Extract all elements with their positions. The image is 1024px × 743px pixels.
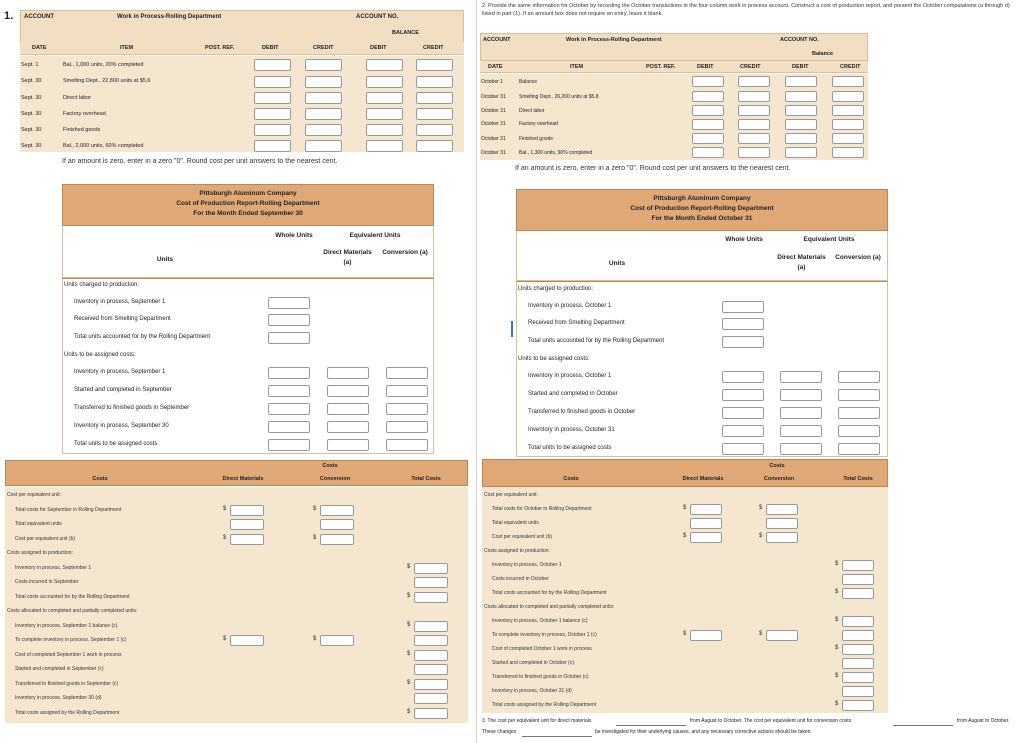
ledger-amount-input[interactable] <box>832 91 864 102</box>
q1-col-bal-credit: CREDIT <box>423 45 444 51</box>
ledger-amount-input[interactable] <box>416 108 453 120</box>
cost-row-label: Total costs accounted for by the Rolling Department <box>15 593 130 600</box>
ledger-amount-input[interactable] <box>366 76 403 88</box>
q2-company: Pittsburgh Aluminum Company <box>653 195 751 202</box>
dm-cost-input[interactable] <box>690 504 722 515</box>
q2-costs-header <box>482 459 888 487</box>
conv-units-input[interactable] <box>386 385 428 397</box>
total-cost-input[interactable] <box>414 650 448 661</box>
q1-col-debit: DEBIT <box>262 45 279 51</box>
cost-row-label: Transferred to finished goods in September (c) <box>15 680 119 687</box>
total-cost-input[interactable] <box>414 563 448 574</box>
ledger-amount-input[interactable] <box>366 92 403 104</box>
whole-units-input[interactable] <box>268 439 310 451</box>
q2-col-bal-credit: CREDIT <box>840 64 861 70</box>
q2-report-title: Cost of Production Report-Rolling Department <box>630 205 774 212</box>
cost-row-label: Total equivalent units <box>492 520 539 526</box>
q2-account-label: ACCOUNT <box>483 37 511 43</box>
total-cost-input[interactable] <box>842 658 874 669</box>
question-1-number: 1. <box>4 10 14 22</box>
dm-cost-input[interactable] <box>690 532 722 543</box>
dm-cost-input[interactable] <box>230 635 264 646</box>
q3-dm-change-select[interactable] <box>616 718 686 726</box>
ledger-amount-input[interactable] <box>305 140 342 152</box>
row-label: Total units to be assigned costs <box>528 445 612 451</box>
q2-row-item: Finished goods <box>519 136 553 142</box>
whole-units-input[interactable] <box>268 403 310 415</box>
q1-note: If an amount is zero, enter in a zero "0". Round cost per unit answers to the nearest cent. <box>62 158 338 165</box>
dm-cost-input[interactable] <box>230 534 264 545</box>
dollar-sign: $ <box>223 534 227 541</box>
dm-cost-input[interactable] <box>690 630 722 641</box>
cost-section-label: Cost per equivalent unit: <box>484 492 538 498</box>
dm-units-input[interactable] <box>327 421 369 433</box>
cost-row-label: Inventory in process, October 31 (d) <box>492 688 572 694</box>
q2-col-equiv-units: Equivalent Units <box>803 236 855 243</box>
ledger-amount-input[interactable] <box>254 124 291 136</box>
ledger-amount-input[interactable] <box>305 76 342 88</box>
total-cost-input[interactable] <box>842 560 874 571</box>
ledger-amount-input[interactable] <box>416 92 453 104</box>
cost-row-label: Cost of completed September 1 work in process <box>15 651 122 658</box>
ledger-amount-input[interactable] <box>832 119 864 130</box>
cost-row-label: Total costs for September in Rolling Department <box>15 506 122 513</box>
conv-cost-input[interactable] <box>766 532 798 543</box>
dm-units-input[interactable] <box>780 443 822 455</box>
q2-row-date: October 31 <box>481 136 506 142</box>
dollar-sign: $ <box>759 533 763 539</box>
q2-costs-title: Costs <box>769 463 785 469</box>
dm-units-input[interactable] <box>780 371 822 383</box>
q2-row-date: October 31 <box>481 94 506 100</box>
row-label: Inventory in process, September 1 <box>74 299 166 305</box>
cost-section-label: Cost per equivalent unit: <box>7 492 61 498</box>
q1-row-date: Sept. 30 <box>21 111 42 117</box>
total-cost-input[interactable] <box>414 679 448 690</box>
dm-cost-input[interactable] <box>690 518 722 529</box>
dollar-sign: $ <box>407 650 411 657</box>
dollar-sign: $ <box>835 589 839 595</box>
ledger-amount-input[interactable] <box>785 147 817 158</box>
dollar-sign: $ <box>759 505 763 511</box>
q2-costs-col-dm: Direct Materials <box>682 476 724 482</box>
q2-row-item: Balance <box>519 79 538 85</box>
conv-cost-input[interactable] <box>320 534 354 545</box>
q2-focus-marker <box>511 321 513 337</box>
section-label: Units charged to production: <box>64 282 140 288</box>
cost-section-label: Costs allocated to completed and partially completed units: <box>7 608 138 614</box>
q1-col-units: Units <box>156 256 174 263</box>
q1-row-item: Smelting Dept., 22,800 units at $5.6 <box>63 78 151 84</box>
q1-ledger-colheader-band <box>20 42 464 55</box>
q3-conv-change-select[interactable] <box>893 718 953 726</box>
q1-costs-col-dm: Direct Materials <box>222 476 264 482</box>
dollar-sign: $ <box>223 505 227 512</box>
ledger-amount-input[interactable] <box>785 119 817 130</box>
q2-col-whole-units: Whole Units <box>725 236 763 243</box>
dm-units-input[interactable] <box>327 403 369 415</box>
q1-row-date: Sept. 30 <box>21 78 42 84</box>
q2-row-item: Direct labor <box>519 108 545 114</box>
q1-report-period: For the Month Ended September 30 <box>193 210 303 217</box>
conv-cost-input[interactable] <box>766 630 798 641</box>
q2-row-date: October 1 <box>481 79 503 85</box>
q3-line1-b: from August to October. The cost per equivalent unit for conversion costs <box>690 718 852 724</box>
dollar-sign: $ <box>407 563 411 570</box>
dm-units-input[interactable] <box>327 439 369 451</box>
q1-col-credit: CREDIT <box>313 45 334 51</box>
cost-row-label: To complete inventory in process, October 1 (c) <box>492 632 597 638</box>
dm-units-input[interactable] <box>327 385 369 397</box>
conv-units-input[interactable] <box>838 389 880 401</box>
ledger-amount-input[interactable] <box>832 147 864 158</box>
conv-cost-input[interactable] <box>766 504 798 515</box>
total-cost-input[interactable] <box>414 635 448 646</box>
dollar-sign: $ <box>835 617 839 623</box>
conv-cost-input[interactable] <box>766 518 798 529</box>
q2-row-date: October 31 <box>481 121 506 127</box>
total-cost-input[interactable] <box>414 664 448 675</box>
dollar-sign: $ <box>407 592 411 599</box>
row-label: Inventory in process, October 1 <box>528 303 612 309</box>
q1-report-title: Cost of Production Report-Rolling Department <box>176 200 320 207</box>
section-label: Units to be assigned costs: <box>518 356 590 362</box>
conv-cost-input[interactable] <box>320 505 354 516</box>
q1-col-dm: Direct Materials (a) <box>323 249 372 266</box>
row-label: Received from Smelting Department <box>528 320 625 326</box>
whole-units-input[interactable] <box>268 385 310 397</box>
cost-row-label: Inventory in process, September 1 <box>15 564 92 571</box>
dollar-sign: $ <box>407 679 411 686</box>
row-label: Inventory in process, September 1 <box>74 369 166 375</box>
cost-section-label: Costs allocated to completed and partially completed units: <box>484 604 615 610</box>
q2-report-period: For the Month Ended October 31 <box>651 215 753 222</box>
whole-units-input[interactable] <box>268 367 310 379</box>
q1-row-item: Bal., 2,000 units, 60% completed <box>63 143 144 149</box>
ledger-amount-input[interactable] <box>692 105 724 116</box>
cost-row-label: Cost of completed October 1 work in process <box>492 646 592 652</box>
q2-col-item: ITEM <box>570 64 584 70</box>
total-cost-input[interactable] <box>842 616 874 627</box>
q1-col-postref: POST. REF. <box>205 45 235 51</box>
q1-account-name: Work in Process-Rolling Department <box>117 14 222 20</box>
whole-units-input[interactable] <box>268 332 310 344</box>
conv-units-input[interactable] <box>838 425 880 437</box>
panel-divider <box>476 0 477 743</box>
ledger-amount-input[interactable] <box>832 105 864 116</box>
total-cost-input[interactable] <box>414 577 448 588</box>
cost-row-label: Inventory in process, October 1 balance (c) <box>492 618 588 624</box>
dm-cost-input[interactable] <box>230 519 264 530</box>
q1-row-date: Sept. 1 <box>21 62 39 68</box>
cost-row-label: Inventory in process, October 1 <box>492 562 562 568</box>
cost-row-label: Started and completed in October (c) <box>492 660 574 666</box>
dollar-sign: $ <box>407 621 411 628</box>
conv-units-input[interactable] <box>838 407 880 419</box>
whole-units-input[interactable] <box>268 297 310 309</box>
row-label: Inventory in process, September 30 <box>74 423 169 429</box>
ledger-amount-input[interactable] <box>738 105 770 116</box>
q2-note: If an amount is zero, enter in a zero "0". Round cost per unit answers to the nearest cent. <box>515 165 791 172</box>
whole-units-input[interactable] <box>722 425 764 437</box>
ledger-amount-input[interactable] <box>305 92 342 104</box>
ledger-amount-input[interactable] <box>692 76 724 87</box>
ledger-amount-input[interactable] <box>785 133 817 144</box>
q2-row-item: Factory overhead <box>519 121 558 127</box>
conv-units-input[interactable] <box>386 403 428 415</box>
cost-section-label: Costs assigned to production: <box>484 548 550 554</box>
q1-row-date: Sept. 30 <box>21 95 42 101</box>
ledger-amount-input[interactable] <box>738 133 770 144</box>
dollar-sign: $ <box>683 631 687 637</box>
q3-line2-a: These changes <box>482 729 517 735</box>
conv-units-input[interactable] <box>386 439 428 451</box>
q3-line1-c: from August to October. <box>957 718 1010 724</box>
ledger-amount-input[interactable] <box>416 59 453 71</box>
q2-col-dm: Direct Materials (a) <box>777 254 826 271</box>
q1-report-header <box>62 184 434 226</box>
whole-units-input[interactable] <box>722 407 764 419</box>
row-label: Started and completed in October <box>528 391 618 397</box>
q2-costs-col-conv: Conversion <box>763 476 795 482</box>
total-cost-input[interactable] <box>842 630 874 641</box>
ledger-amount-input[interactable] <box>366 140 403 152</box>
q1-company: Pittsburgh Aluminum Company <box>199 190 297 197</box>
q1-row-date: Sept. 30 <box>21 127 42 133</box>
q2-col-postref: POST. REF. <box>646 64 676 70</box>
q2-costs-col-total: Total Costs <box>843 476 873 482</box>
ledger-amount-input[interactable] <box>738 147 770 158</box>
dollar-sign: $ <box>835 673 839 679</box>
cost-section-label: Costs assigned to production: <box>7 550 73 556</box>
q1-row-item: Factory overhead <box>63 111 106 117</box>
cost-row-label: Total costs assigned by the Rolling Department <box>492 702 597 708</box>
cost-row-label: Started and completed in September (c) <box>15 666 104 672</box>
q2-balance-label: Balance <box>812 51 834 57</box>
ledger-amount-input[interactable] <box>305 59 342 71</box>
q1-row-item: Finished goods <box>63 127 101 133</box>
ledger-amount-input[interactable] <box>254 76 291 88</box>
whole-units-input[interactable] <box>722 443 764 455</box>
ledger-amount-input[interactable] <box>738 76 770 87</box>
ledger-amount-input[interactable] <box>692 119 724 130</box>
ledger-amount-input[interactable] <box>254 108 291 120</box>
q3-line2-b: be investigated for their underlying causes, and any necessary corrective actions should be taken. <box>595 729 812 735</box>
q2-col-conv: Conversion (a) <box>835 254 881 261</box>
ledger-amount-input[interactable] <box>366 124 403 136</box>
dollar-sign: $ <box>683 505 687 511</box>
ledger-amount-input[interactable] <box>785 76 817 87</box>
dollar-sign: $ <box>683 533 687 539</box>
row-label: Received from Smelting Department <box>74 316 171 322</box>
ledger-amount-input[interactable] <box>366 59 403 71</box>
cost-row-label: Inventory in process, September 1 balance (c) <box>15 622 118 629</box>
q1-col-date: DATE <box>32 45 47 51</box>
q1-costs-col-total: Total Costs <box>411 476 441 482</box>
q1-col-equiv-units: Equivalent Units <box>349 232 401 239</box>
q2-row-item: Smelting Dept., 26,200 units at $5.8 <box>519 94 599 100</box>
ledger-amount-input[interactable] <box>254 59 291 71</box>
q1-account-no-label: ACCOUNT NO. <box>356 14 399 20</box>
total-cost-input[interactable] <box>414 592 448 603</box>
cost-row-label: Total equivalent units <box>15 521 62 527</box>
whole-units-input[interactable] <box>722 336 764 348</box>
cost-row-label: Cost per equivalent unit (b) <box>492 534 553 540</box>
ledger-amount-input[interactable] <box>692 133 724 144</box>
cost-row-label: Inventory in process, September 30 (d) <box>15 695 102 701</box>
q1-costs-header <box>5 460 468 486</box>
row-label: Transferred to finished goods in October <box>528 409 636 415</box>
whole-units-input[interactable] <box>722 389 764 401</box>
row-label: Transferred to finished goods in September <box>74 405 190 411</box>
q1-costs-col-conv: Conversion <box>319 476 351 482</box>
q3-should-select[interactable] <box>522 729 592 737</box>
total-cost-input[interactable] <box>842 588 874 599</box>
q2-row-item: Bal., 1,300 units, 90% completed <box>519 150 593 156</box>
q1-row-item: Direct labor <box>63 95 92 101</box>
q1-costs-title: Costs <box>322 463 338 469</box>
ledger-amount-input[interactable] <box>305 108 342 120</box>
ledger-amount-input[interactable] <box>832 133 864 144</box>
cost-row-label: To complete inventory in process, September 1 (c) <box>15 637 127 643</box>
dollar-sign: $ <box>223 636 227 642</box>
total-cost-input[interactable] <box>414 708 448 719</box>
dm-units-input[interactable] <box>780 425 822 437</box>
ledger-amount-input[interactable] <box>692 147 724 158</box>
dollar-sign: $ <box>835 645 839 651</box>
q3-line1-a: 3. The cost per equivalent unit for direct materials <box>482 718 592 724</box>
conv-cost-input[interactable] <box>320 519 354 530</box>
q1-col-conv: Conversion (a) <box>382 249 428 256</box>
ledger-amount-input[interactable] <box>785 91 817 102</box>
q1-balance-label: BALANCE <box>392 30 419 36</box>
dm-units-input[interactable] <box>327 367 369 379</box>
dollar-sign: $ <box>759 631 763 637</box>
ledger-amount-input[interactable] <box>305 124 342 136</box>
dollar-sign: $ <box>313 505 317 512</box>
q2-col-units: Units <box>608 260 626 267</box>
row-label: Inventory in process, October 31 <box>528 427 615 433</box>
q2-account-name: Work in Process-Rolling Department <box>566 37 662 43</box>
q1-col-bal-debit: DEBIT <box>370 45 387 51</box>
conv-units-input[interactable] <box>386 367 428 379</box>
conv-cost-input[interactable] <box>320 635 354 646</box>
whole-units-input[interactable] <box>268 314 310 326</box>
whole-units-input[interactable] <box>268 421 310 433</box>
dollar-sign: $ <box>407 708 411 715</box>
q1-col-item: ITEM <box>120 45 134 51</box>
ledger-amount-input[interactable] <box>785 105 817 116</box>
total-cost-input[interactable] <box>414 621 448 632</box>
row-label: Total units accounted for by the Rolling Department <box>74 334 211 340</box>
q2-col-debit: DEBIT <box>697 64 714 70</box>
total-cost-input[interactable] <box>842 700 874 711</box>
total-cost-input[interactable] <box>842 574 874 585</box>
whole-units-input[interactable] <box>722 318 764 330</box>
q2-row-date: October 31 <box>481 150 506 156</box>
cost-row-label: Total costs assigned by the Rolling Department <box>15 709 120 716</box>
whole-units-input[interactable] <box>722 301 764 313</box>
q2-costs-col-costs: Costs <box>563 476 579 482</box>
row-label: Started and completed in September <box>74 387 172 393</box>
row-label: Total units accounted for by the Rolling Department <box>528 338 665 344</box>
section-label: Units charged to production: <box>518 286 594 292</box>
cost-row-label: Costs incurred in September <box>15 579 79 585</box>
total-cost-input[interactable] <box>842 672 874 683</box>
q2-col-credit: CREDIT <box>740 64 761 70</box>
total-cost-input[interactable] <box>414 693 448 704</box>
q2-row-date: October 31 <box>481 108 506 114</box>
conv-units-input[interactable] <box>386 421 428 433</box>
ledger-amount-input[interactable] <box>254 92 291 104</box>
ledger-amount-input[interactable] <box>832 76 864 87</box>
total-cost-input[interactable] <box>842 686 874 697</box>
ledger-amount-input[interactable] <box>254 140 291 152</box>
ledger-amount-input[interactable] <box>416 124 453 136</box>
dm-units-input[interactable] <box>780 389 822 401</box>
dm-cost-input[interactable] <box>230 505 264 516</box>
cost-row-label: Transferred to finished goods in October (c) <box>492 674 589 680</box>
total-cost-input[interactable] <box>842 644 874 655</box>
q1-account-label: ACCOUNT <box>24 14 54 20</box>
conv-units-input[interactable] <box>838 371 880 383</box>
q2-report-header <box>516 189 888 231</box>
q1-costs-col-costs: Costs <box>92 476 108 482</box>
q1-row-date: Sept. 30 <box>21 143 42 149</box>
ledger-amount-input[interactable] <box>692 91 724 102</box>
dollar-sign: $ <box>835 561 839 567</box>
whole-units-input[interactable] <box>722 371 764 383</box>
ledger-amount-input[interactable] <box>738 91 770 102</box>
q2-account-no-label: ACCOUNT NO. <box>780 37 819 43</box>
cost-row-label: Total costs accounted for by the Rolling Department <box>492 590 607 596</box>
ledger-amount-input[interactable] <box>416 76 453 88</box>
cost-row-label: Costs incurred in October <box>492 576 549 582</box>
ledger-amount-input[interactable] <box>738 119 770 130</box>
cost-row-label: Cost per equivalent unit (b) <box>15 535 76 542</box>
q2-instruction: 2. Provide the same information for October by recording the October transactions in the four-column work in process account. Construct a cost of production report, and present the October computations (a through d) listed in part (1). If an amount box does not require an entry, leave it blank. <box>482 3 1010 17</box>
row-label: Total units to be assigned costs <box>74 441 158 447</box>
dollar-sign: $ <box>313 534 317 541</box>
dm-units-input[interactable] <box>780 407 822 419</box>
ledger-amount-input[interactable] <box>416 140 453 152</box>
q1-row-item: Bal., 1,000 units, 20% completed <box>63 62 144 68</box>
row-label: Inventory in process, October 1 <box>528 373 612 379</box>
q2-col-bal-debit: DEBIT <box>792 64 809 70</box>
q2-col-date: DATE <box>488 64 503 70</box>
cost-row-label: Total costs for October in Rolling Department <box>492 506 592 512</box>
ledger-amount-input[interactable] <box>366 108 403 120</box>
conv-units-input[interactable] <box>838 443 880 455</box>
dollar-sign: $ <box>313 636 317 642</box>
q1-col-whole-units: Whole Units <box>275 232 313 239</box>
section-label: Units to be assigned costs: <box>64 352 136 358</box>
dollar-sign: $ <box>835 701 839 707</box>
